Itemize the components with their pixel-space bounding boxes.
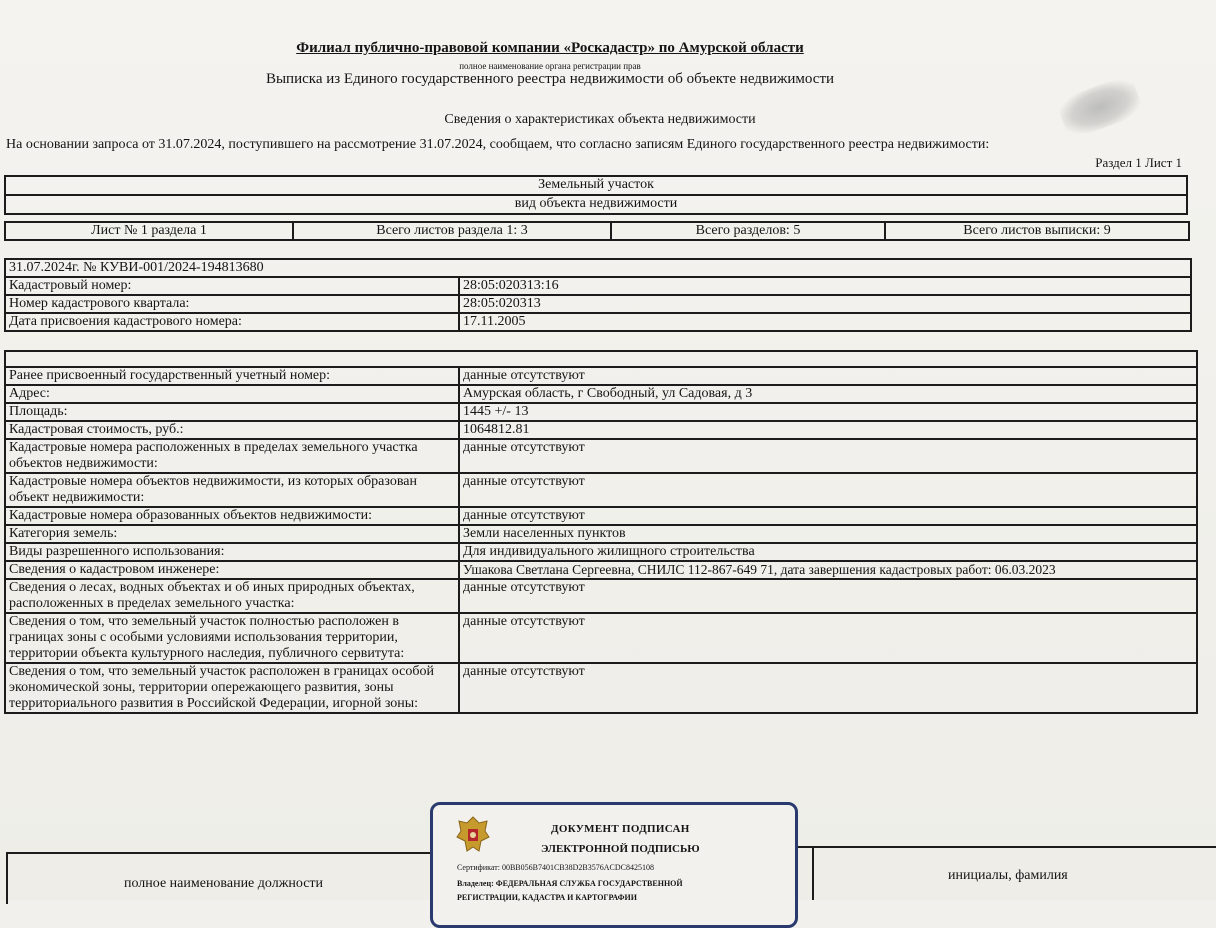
row-label: Номер кадастрового квартала: [5,295,459,313]
stamp-line1: ДОКУМЕНТ ПОДПИСАН [551,823,690,835]
total-sections: Всего разделов: 5 [611,222,885,240]
table-row [5,403,1197,421]
row-label: Дата присвоения кадастрового номера: [5,313,459,331]
row-value: 17.11.2005 [459,313,1191,331]
table-row [5,613,1197,663]
table-row [5,277,1191,295]
table-row [5,507,1197,525]
row-value: данные отсутствуют [459,579,1197,613]
row-label: Кадастровый номер: [5,277,459,295]
row-label: Виды разрешенного использования: [5,543,459,561]
record-id: 31.07.2024г. № КУВИ-001/2024-194813680 [5,259,1191,277]
row-label: Ранее присвоенный государственный учетный номер: [5,367,459,385]
row-value: 28:05:020313 [459,295,1191,313]
table-row [5,385,1197,403]
electronic-signature-stamp [430,802,798,928]
divider [812,846,814,900]
object-type: Земельный участок [5,176,1187,195]
stamp-certificate: Сертификат: 00BB056B7401CB38D2B3576ACDC8425108 [457,863,654,872]
row-label: Сведения о кадастровом инженере: [5,561,459,579]
row-label: Сведения о том, что земельный участок расположен в границах особой экономической зоны, территории опережающего развития, зоны территориального развития в Российской Федерации, игорной зоны: [5,663,459,713]
row-label: Сведения о лесах, водных объектах и об иных природных объектах, расположенных в пределах земельного участка: [5,579,459,613]
organization-name: Филиал публично-правовой компании «Роскадастр» по Амурской области [296,40,804,56]
row-label: Сведения о том, что земельный участок полностью расположен в границах зоны с особыми условиями использования территории, территории объекта культурного наследия, публичного сервитута: [5,613,459,663]
table-row [5,295,1191,313]
record-table [4,258,1192,332]
row-value: Амурская область, г Свободный, ул Садовая, д 3 [459,385,1197,403]
table-row [5,313,1191,331]
table-row [5,525,1197,543]
row-value: данные отсутствуют [459,507,1197,525]
table-row [5,663,1197,713]
row-value: 1064812.81 [459,421,1197,439]
section-sheets: Всего листов раздела 1: 3 [293,222,611,240]
object-type-table [4,175,1188,215]
row-value: Земли населенных пунктов [459,525,1197,543]
row-value: 28:05:020313:16 [459,277,1191,295]
stamp-owner: Владелец: ФЕДЕРАЛЬНАЯ СЛУЖБА ГОСУДАРСТВЕННОЙ [457,879,683,888]
section-title: Сведения о характеристиках объекта недвижимости [444,112,756,127]
position-label: полное наименование должности [124,876,324,891]
row-label: Кадастровые номера расположенных в пределах земельного участка объектов недвижимости: [5,439,459,473]
row-value: 1445 +/- 13 [459,403,1197,421]
row-label: Кадастровые номера объектов недвижимости, из которых образован объект недвижимости: [5,473,459,507]
row-value: Для индивидуального жилищного строительства [459,543,1197,561]
row-value: данные отсутствуют [459,367,1197,385]
table-row [5,439,1197,473]
sheet-reference: Раздел 1 Лист 1 [1095,155,1182,170]
document-title: Выписка из Единого государственного реестра недвижимости об объекте недвижимости [265,71,835,87]
object-type-caption: вид объекта недвижимости [5,195,1187,214]
coat-of-arms-icon [453,813,493,857]
initials-label: инициалы, фамилия [948,868,1068,883]
row-value: данные отсутствуют [459,439,1197,473]
basis-text: На основании запроса от 31.07.2024, поступившего на рассмотрение 31.07.2024, сообщаем, что согласно записям Единого государственного реестра недвижимости: [6,137,990,152]
row-value: данные отсутствуют [459,613,1197,663]
table-row [5,579,1197,613]
total-sheets: Всего листов выписки: 9 [885,222,1189,240]
row-label: Адрес: [5,385,459,403]
sheet-info-table [4,221,1190,241]
row-label: Площадь: [5,403,459,421]
details-header-row [5,351,1197,367]
row-label: Кадастровая стоимость, руб.: [5,421,459,439]
row-label: Кадастровые номера образованных объектов недвижимости: [5,507,459,525]
organization-note: полное наименование органа регистрации прав [459,61,641,71]
row-label: Категория земель: [5,525,459,543]
row-value: Ушакова Светлана Сергеевна, СНИЛС 112-867-649 71, дата завершения кадастровых работ: 06.03.2023 [459,561,1197,579]
details-table [4,350,1198,714]
table-row [5,473,1197,507]
row-value: данные отсутствуют [459,473,1197,507]
table-row [5,367,1197,385]
stamp-line2: ЭЛЕКТРОННОЙ ПОДПИСЬЮ [541,843,700,855]
table-row [5,561,1197,579]
sheet-number: Лист № 1 раздела 1 [5,222,293,240]
table-row [5,421,1197,439]
stamp-owner-cont: РЕГИСТРАЦИИ, КАДАСТРА И КАРТОГРАФИИ [457,893,637,902]
row-value: данные отсутствуют [459,663,1197,713]
table-row [5,543,1197,561]
